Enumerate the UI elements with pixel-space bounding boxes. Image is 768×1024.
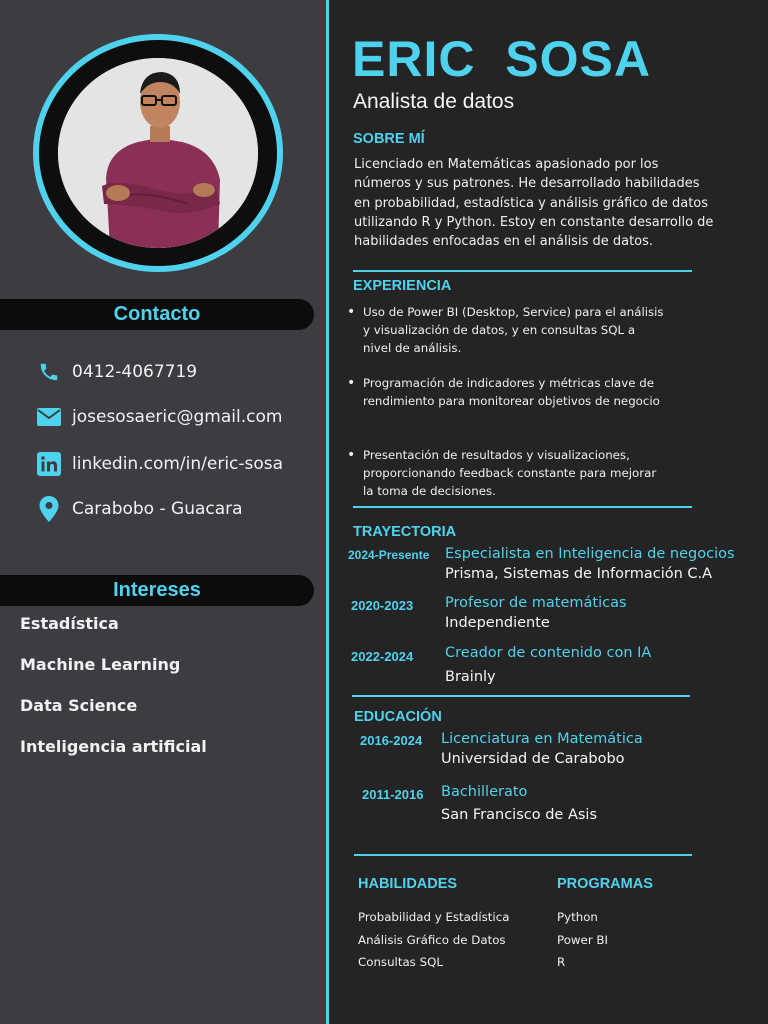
main-panel: [329, 0, 768, 1024]
skill-item: Análisis Gráfico de Datos: [358, 933, 506, 947]
contact-linkedin-text: linkedin.com/in/eric-sosa: [72, 454, 284, 474]
interest-item: Machine Learning: [20, 655, 181, 674]
contact-phone-text: 0412-4067719: [72, 362, 198, 382]
experience-item: [347, 303, 667, 357]
education-org: San Francisco de Asis: [441, 807, 598, 823]
divider: [352, 695, 690, 697]
contact-location: [36, 496, 243, 522]
education-years: 2016-2024: [360, 733, 423, 748]
trajectory-position: Especialista en Inteligencia de negocios: [445, 546, 735, 562]
education-org: Universidad de Carabobo: [441, 751, 625, 767]
bullet-dot-icon: •: [347, 375, 356, 391]
contact-location-text: Carabobo - Guacara: [72, 499, 243, 519]
experience-item-text: Uso de Power BI (Desktop, Service) para el análisis y visualización de datos, y en consultas SQL a nivel de análisis.: [363, 305, 664, 355]
bullet-dot-icon: •: [347, 447, 356, 463]
divider: [353, 270, 692, 272]
skill-item: Consultas SQL: [358, 955, 443, 969]
education-degree: Licenciatura en Matemática: [441, 731, 643, 747]
experience-title: EXPERIENCIA: [353, 278, 452, 294]
trajectory-years: 2020-2023: [351, 598, 414, 613]
trajectory-org: Prisma, Sistemas de Información C.A: [445, 566, 713, 582]
trajectory-title: TRAYECTORIA: [353, 524, 457, 540]
contact-email[interactable]: [36, 404, 282, 430]
trajectory-years: 2022-2024: [351, 649, 414, 664]
contact-header: Contacto: [0, 299, 314, 330]
profile-role: Analista de datos: [353, 90, 515, 113]
contact-linkedin[interactable]: [36, 451, 283, 477]
contact-phone[interactable]: [36, 359, 197, 385]
experience-item: [347, 446, 667, 500]
experience-item-text: Presentación de resultados y visualizaciones, proporcionando feedback constante para mejorar la toma de decisiones.: [363, 448, 657, 498]
person-illustration: [58, 58, 258, 248]
profile-photo: [58, 58, 258, 248]
interest-item: Data Science: [20, 696, 138, 715]
location-pin-icon: [36, 496, 62, 522]
trajectory-years: 2024-Presente: [348, 548, 430, 562]
education-years: 2011-2016: [362, 787, 424, 802]
about-text: Licenciado en Matemáticas apasionado por los números y sus patrones. He desarrollado habilidades en probabilidad, estadística y análisis gráfico de datos utilizando R y Python. Estoy en constante desarrollo de habilidades enfocadas en el análisis de datos.: [354, 157, 714, 250]
email-icon: [36, 404, 62, 430]
phone-icon: [36, 359, 62, 385]
interest-item: Estadística: [20, 614, 119, 633]
program-item: Power BI: [557, 933, 608, 947]
divider: [354, 854, 692, 856]
interests-header: Intereses: [0, 575, 314, 606]
interest-item: Inteligencia artificial: [20, 737, 207, 756]
contact-email-text: josesosaeric@gmail.com: [72, 407, 283, 427]
profile-name: ERIC SOSA: [352, 31, 651, 87]
linkedin-icon: [36, 451, 62, 477]
education-degree: Bachillerato: [441, 784, 528, 800]
divider: [353, 506, 692, 508]
trajectory-position: Creador de contenido con IA: [445, 645, 652, 661]
skill-item: Probabilidad y Estadística: [358, 910, 510, 924]
programs-title: PROGRAMAS: [557, 876, 653, 892]
experience-item: [347, 374, 667, 410]
program-item: R: [557, 955, 566, 969]
trajectory-org: Independiente: [445, 615, 550, 631]
trajectory-org: Brainly: [445, 669, 496, 685]
skills-title: HABILIDADES: [358, 876, 458, 892]
trajectory-position: Profesor de matemáticas: [445, 595, 627, 611]
experience-item-text: Programación de indicadores y métricas clave de rendimiento para monitorear objetivos de negocio: [363, 376, 660, 408]
bullet-dot-icon: •: [347, 304, 356, 320]
program-item: Python: [557, 910, 598, 924]
about-title: SOBRE MÍ: [353, 131, 425, 147]
education-title: EDUCACIÓN: [354, 709, 442, 725]
